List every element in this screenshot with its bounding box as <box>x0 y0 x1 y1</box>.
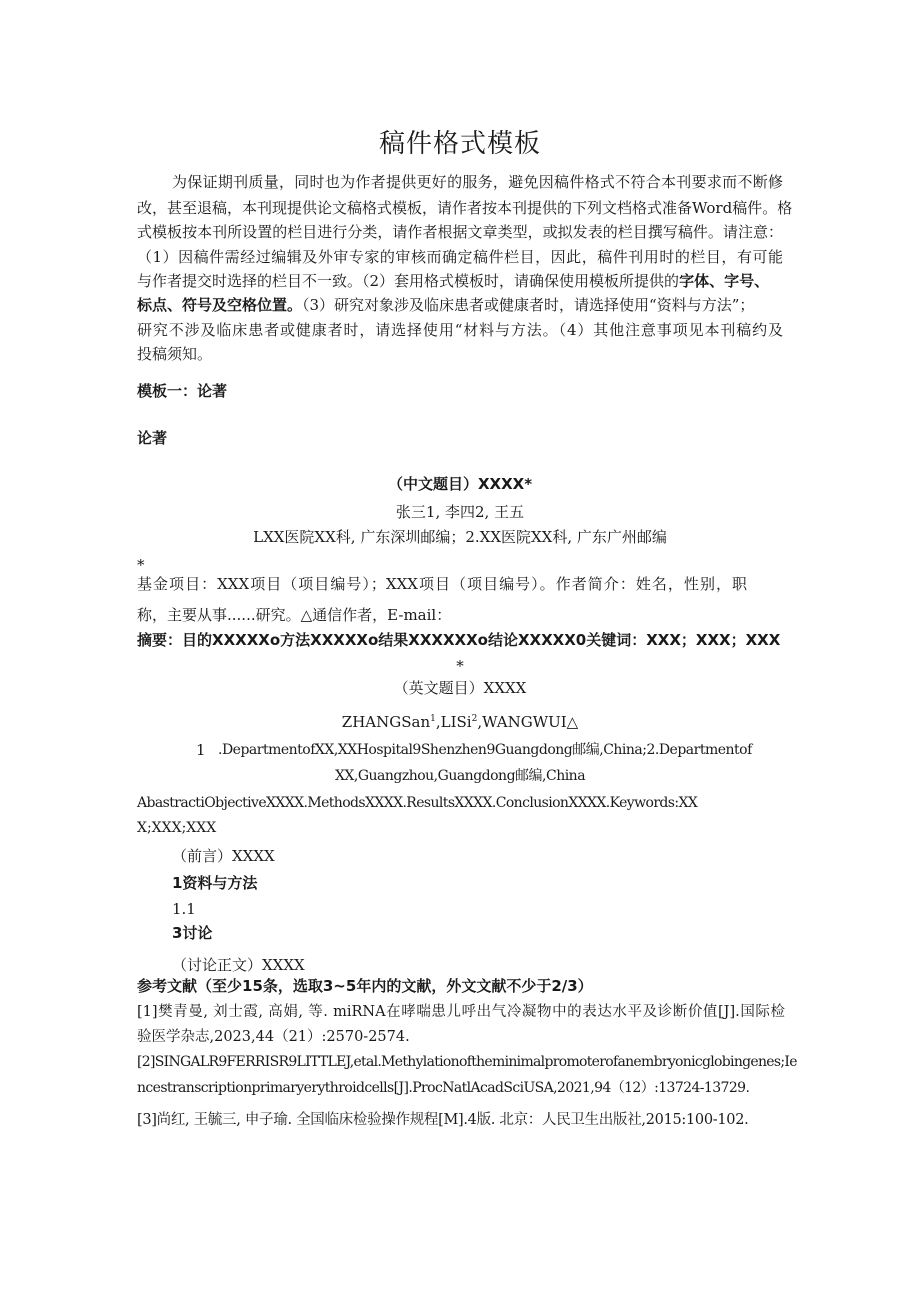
en-abstract-2: X;XXX;XXX <box>137 820 217 836</box>
en-authors-part-3: ,WANGWUI△ <box>477 713 579 731</box>
cn-authors: 张三1, 李四2, 王五 <box>395 503 525 521</box>
reference-1-line-2: 验医学杂志,2023,44（21）:2570-2574. <box>137 1029 410 1045</box>
en-authors-part-2: ,LISi <box>435 713 472 731</box>
section-3-heading: 3讨论 <box>172 924 213 942</box>
section-1-1: 1.1 <box>172 900 196 918</box>
en-authors-part-1: ZHANGSan <box>341 713 431 731</box>
intro-line-2: 改，甚至退稿，本刊现提供论文稿格式模板，请作者按本刊提供的下列文档格式准备Word稿件。格 <box>137 199 793 217</box>
intro-line-7: 研究不涉及临床患者或健康者时，请选择使用“材料与方法。（4）其他注意事项见本刊稿约及 <box>137 321 783 339</box>
en-affiliation-1: .DepartmentofXX,XXHospital9Shenzhen9Guangdong邮编,China;2.Departmentof <box>218 742 752 758</box>
cn-abstract: 摘要：目的XXXXXo方法XXXXXo结果XXXXXXo结论XXXXX0关键词：XXX；XXX；XXX <box>137 631 781 649</box>
intro-line-1: 为保证期刊质量，同时也为作者提供更好的服务，避免因稿件格式不符合本刊要求而不断修 <box>172 173 783 191</box>
fund-line-2: 称，主要从事......研究。△通信作者，E-mail： <box>137 606 452 624</box>
en-title: （英文题目）XXXX <box>393 679 527 697</box>
template-heading: 模板一：论著 <box>137 382 228 400</box>
intro-line-5 <box>137 271 769 291</box>
intro-line-3: 式模板按本刊所设置的栏目进行分类，请作者根据文章类型，或拟发表的栏目撰写稿件。请注意： <box>137 223 783 241</box>
en-aff-number: 1 <box>196 741 206 759</box>
en-authors <box>0 712 920 732</box>
footnote-star-2: * <box>456 657 464 675</box>
fund-line-1: 基金项目：XXX项目（项目编号）；XXX项目（项目编号）。作者简介：姓名，性别，职 <box>137 575 747 593</box>
en-sup-2: 2 <box>471 714 478 724</box>
intro-line-4: （1）因稿件需经过编辑及外审专家的审核而确定稿件栏目，因此，稿件刊用时的栏目，有可能 <box>137 248 783 266</box>
intro-line-5-text: 与作者提交时选择的栏目不一致。（2）套用格式模板时，请确保使用模板所提供的 <box>137 272 680 290</box>
intro-line-6 <box>137 295 754 315</box>
reference-2-line-1: [2]SINGALR9FERRISR9LITTLEJ,etal.Methylationoftheminimalpromoterofanembryonicglobingenes;Ie <box>137 1054 797 1070</box>
reference-2-line-2: ncestranscriptionprimaryerythroidcells[J].ProcNatlAcadSciUSA,2021,94（12）:13724-13729. <box>137 1080 750 1096</box>
en-abstract-1: AbastractiObjectiveXXXX.MethodsXXXX.ResultsXXXX.ConclusionXXXX.Keywords:XX <box>137 795 698 811</box>
preface: （前言）XXXX <box>172 847 275 865</box>
cn-title: （中文题目）XXXX* <box>387 475 533 493</box>
intro-line-8: 投稿须知。 <box>137 345 213 363</box>
reference-3: [3]尚红, 王毓三, 申子瑜. 全国临床检验操作规程[M].4版. 北京：人民卫生出版社,2015:100-102. <box>137 1112 749 1128</box>
en-sup-1: 1 <box>430 714 436 724</box>
section-label: 论著 <box>137 429 168 447</box>
intro-bold-font-size: 字体、字号、 <box>679 272 770 290</box>
cn-affiliation: LXX医院XX科, 广东深圳邮编；2.XX医院XX科, 广东广州邮编 <box>253 528 667 546</box>
reference-1-line-1: [1]樊青曼, 刘士霞, 高娟, 等. miRNA在哮喘患儿呼出气冷凝物中的表达水平及诊断价值[J].国际检 <box>137 1004 785 1020</box>
references-heading: 参考文献（至少15条，选取3~5年内的文献，外文文献不少于2/3） <box>137 977 593 995</box>
en-affiliation-2: XX,Guangzhou,Guangdong邮编,China <box>334 768 586 784</box>
section-1-heading: 1资料与方法 <box>172 874 258 892</box>
intro-line-6-text: （3）研究对象涉及临床患者或健康者时，请选择使用“资料与方法”； <box>302 296 755 314</box>
footnote-star-1: * <box>137 556 145 574</box>
intro-bold-punctuation: 标点、符号及空格位置。 <box>137 296 303 314</box>
page-title: 稿件格式模板 <box>378 129 541 159</box>
discussion-body: （讨论正文）XXXX <box>172 956 305 974</box>
